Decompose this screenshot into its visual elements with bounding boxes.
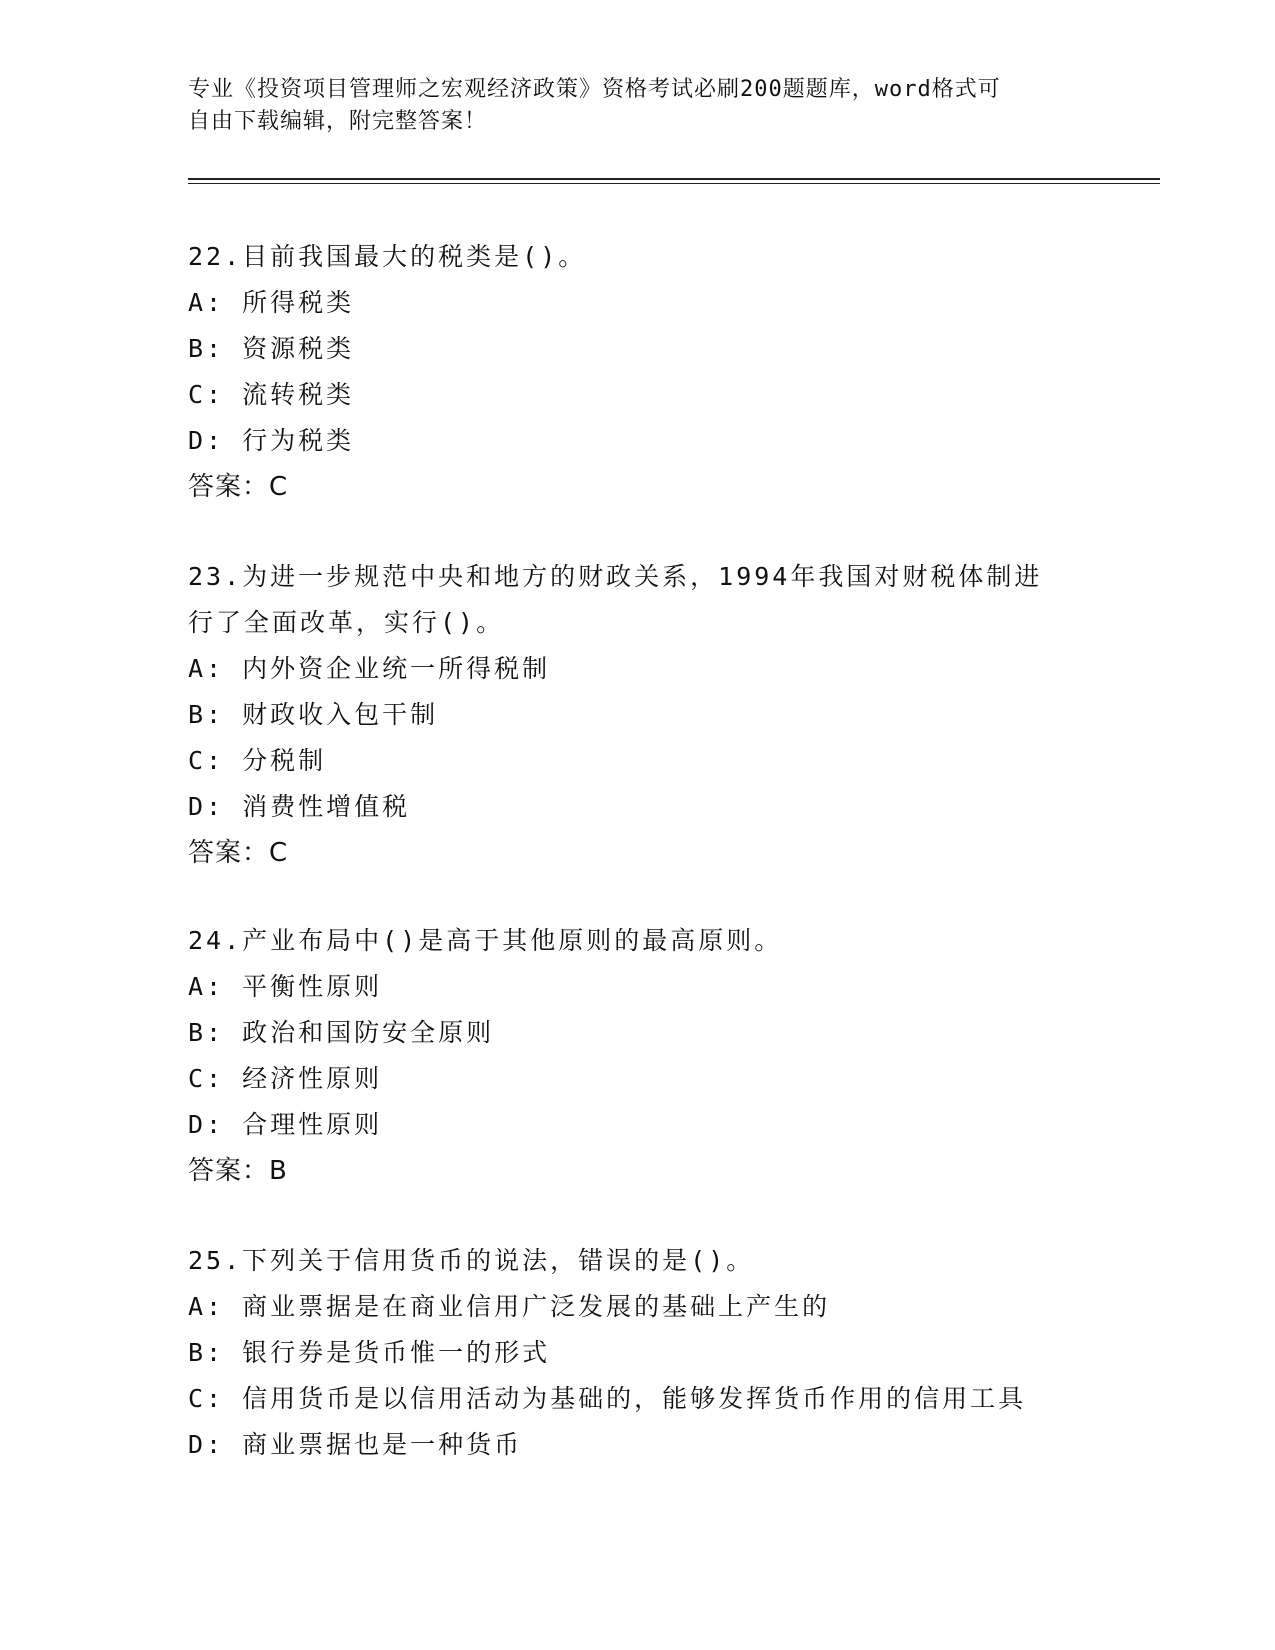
answer: 答案：B	[188, 1156, 288, 1186]
option-a: A: 平衡性原则	[188, 972, 383, 1001]
header-line-2: 自由下载编辑，附完整答案！	[188, 109, 488, 134]
question-22	[188, 234, 1188, 510]
question-23	[188, 554, 1188, 876]
question-text: 23.为进一步规范中央和地方的财政关系，1994年我国对财税体制进行了全面改革，实行()。	[188, 562, 1043, 637]
header-divider	[188, 178, 1160, 184]
option-a: A: 商业票据是在商业信用广泛发展的基础上产生的	[188, 1292, 831, 1321]
document-header	[188, 74, 1088, 138]
option-d: D: 合理性原则	[188, 1110, 383, 1139]
option-d: D: 消费性增值税	[188, 792, 411, 821]
option-b: B: 财政收入包干制	[188, 700, 439, 729]
question-25	[188, 1238, 1188, 1468]
question-text: 25.下列关于信用货币的说法，错误的是()。	[188, 1246, 755, 1275]
answer: 答案：C	[188, 838, 289, 868]
option-b: B: 银行券是货币惟一的形式	[188, 1338, 551, 1367]
answer: 答案：C	[188, 472, 289, 502]
option-c: C: 经济性原则	[188, 1064, 383, 1093]
option-a: A: 内外资企业统一所得税制	[188, 654, 551, 683]
option-b: B: 资源税类	[188, 334, 355, 363]
question-text: 24.产业布局中()是高于其他原则的最高原则。	[188, 926, 783, 955]
question-text: 22.目前我国最大的税类是()。	[188, 242, 587, 271]
option-d: D: 行为税类	[188, 426, 355, 455]
option-c: C: 信用货币是以信用活动为基础的，能够发挥货币作用的信用工具	[188, 1384, 1027, 1413]
header-line-1: 专业《投资项目管理师之宏观经济政策》资格考试必刷200题题库，word格式可	[188, 77, 1001, 102]
option-d: D: 商业票据也是一种货币	[188, 1430, 523, 1459]
option-c: C: 分税制	[188, 746, 327, 775]
question-24	[188, 918, 1188, 1194]
option-c: C: 流转税类	[188, 380, 355, 409]
option-a: A: 所得税类	[188, 288, 355, 317]
option-b: B: 政治和国防安全原则	[188, 1018, 495, 1047]
